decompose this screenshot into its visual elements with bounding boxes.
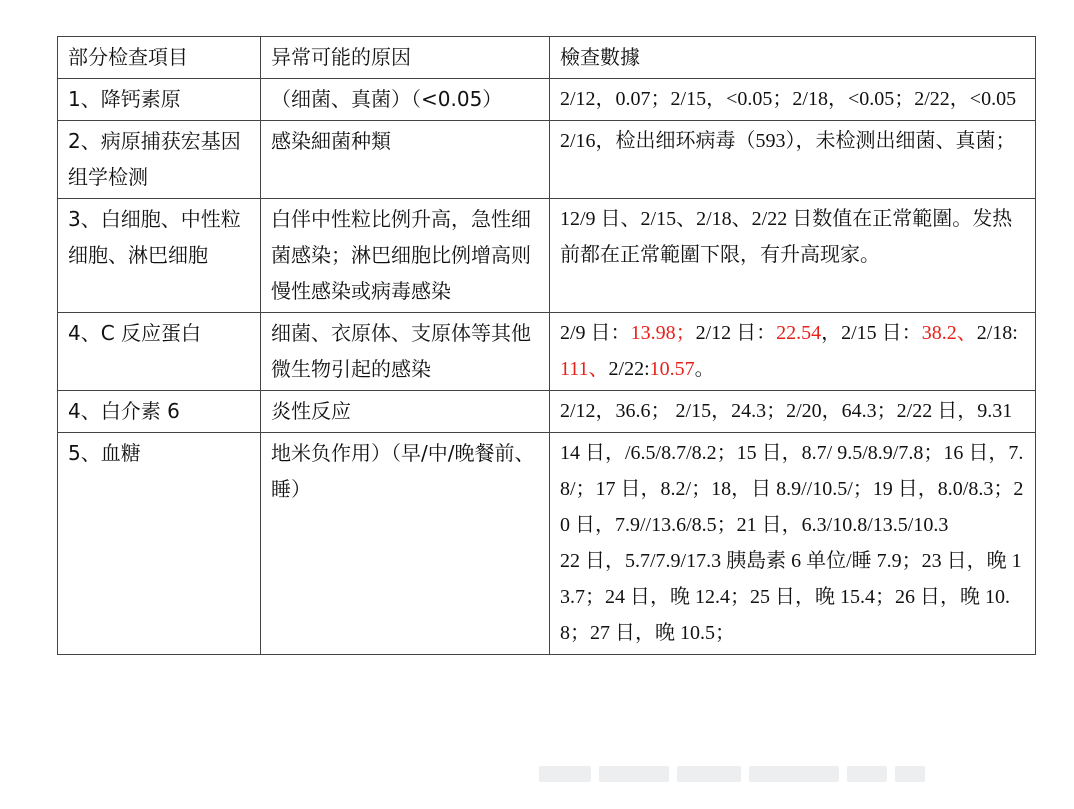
- table-row: [58, 433, 1036, 655]
- item-cell: 1、降钙素原: [58, 79, 261, 121]
- crp-date: 2/9 日：: [560, 322, 631, 344]
- cause-cell: 感染細菌种類: [261, 121, 550, 199]
- cause-cell: 细菌、衣原体、支原体等其他微生物引起的感染: [261, 313, 550, 391]
- table-row: [58, 199, 1036, 313]
- table-row: [58, 79, 1036, 121]
- crp-date: 2/22:: [608, 358, 650, 380]
- cause-cell: 地米负作用）（早/中/晚餐前、睡）: [261, 433, 550, 655]
- crp-date: ，2/15 日：: [821, 322, 922, 344]
- crp-value: 13.98；: [630, 322, 696, 344]
- header-cause: 异常可能的原因: [261, 37, 550, 79]
- table-row: [58, 313, 1036, 391]
- table-row: [58, 121, 1036, 199]
- crp-date: 2/18:: [976, 322, 1018, 344]
- table-row: [58, 391, 1036, 433]
- cause-cell: 炎性反应: [261, 391, 550, 433]
- data-cell: 2/16，检出细环病毒（593），未检测出细菌、真菌；: [550, 121, 1036, 199]
- crp-end: 。: [694, 358, 715, 380]
- watermark-image: [535, 760, 1035, 788]
- glucose-data-line: 22 日，5.7/7.9/17.3 胰島素 6 单位/睡 7.9；23 日，晚 13.7；24 日，晚 12.4；25 日，晚 15.4；26 日，晚 10.8；27 日，晚 10.5；: [560, 550, 1022, 644]
- crp-value: 111、: [560, 358, 609, 380]
- item-cell: 3、白细胞、中性粒细胞、淋巴细胞: [58, 199, 261, 313]
- crp-data-cell: [550, 313, 1036, 391]
- table-header-row: [58, 37, 1036, 79]
- cause-cell: （细菌、真菌）（<0.05）: [261, 79, 550, 121]
- glucose-data-line: 14 日，/6.5/8.7/8.2；15 日，8.7/ 9.5/8.9/7.8；16 日，7.8/；17 日，8.2/；18，日 8.9//10.5/；19 日，8.0/8.3；20 日，7.9//13.6/8.5；21 日，6.3/10.8/13.5/10.3: [560, 442, 1024, 536]
- item-cell: 4、白介素 6: [58, 391, 261, 433]
- data-cell: 2/12，0.07；2/15，<0.05；2/18，<0.05；2/22，<0.05: [550, 79, 1036, 121]
- item-cell: 5、血糖: [58, 433, 261, 655]
- data-cell: 2/12，36.6； 2/15，24.3；2/20，64.3；2/22 日，9.31: [550, 391, 1036, 433]
- crp-value: 10.57: [649, 358, 695, 380]
- crp-value: 38.2、: [921, 322, 977, 344]
- lab-results-table: [57, 36, 1036, 655]
- header-item: 部分检查項目: [58, 37, 261, 79]
- item-cell: 4、C 反应蛋白: [58, 313, 261, 391]
- data-cell: 12/9 日、2/15、2/18、2/22 日数值在正常範圍。发热前都在正常範圍下限，有升高现家。: [550, 199, 1036, 313]
- glucose-data-cell: [550, 433, 1036, 655]
- crp-date: 2/12 日：: [695, 322, 777, 344]
- cause-cell: 白伴中性粒比例升高，急性细菌感染；淋巴细胞比例增高则慢性感染或病毒感染: [261, 199, 550, 313]
- header-data: 檢查數據: [550, 37, 1036, 79]
- crp-value: 22.54: [776, 322, 822, 344]
- item-cell: 2、病原捕获宏基因组学检测: [58, 121, 261, 199]
